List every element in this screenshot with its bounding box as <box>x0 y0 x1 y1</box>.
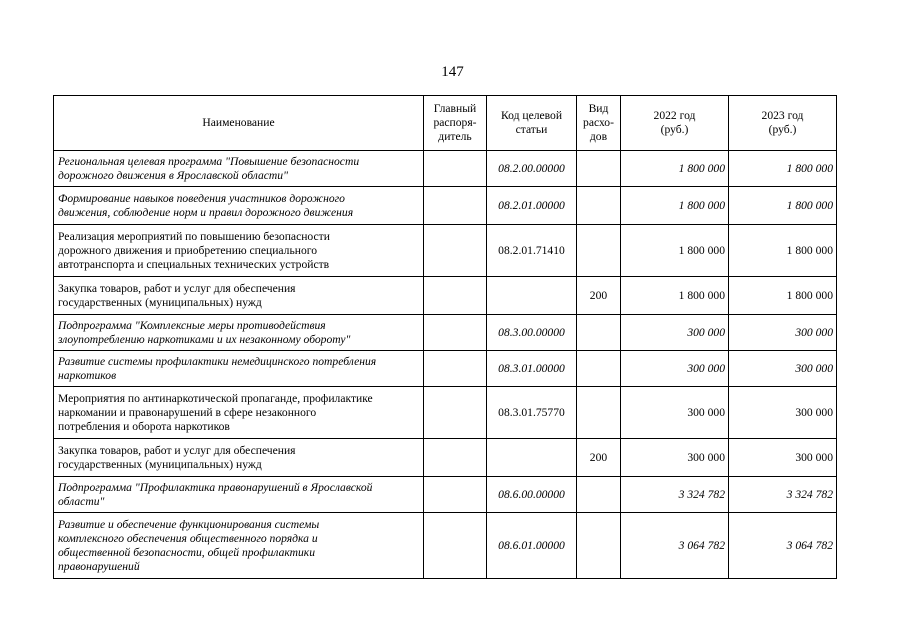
table-row <box>54 513 837 579</box>
row-amount-2023: 300 000 <box>729 387 837 439</box>
row-name-line: общественной безопасности, общей профилактики <box>58 545 316 559</box>
row-amount-2022: 300 000 <box>621 439 729 477</box>
header-target-code-line: Код целевой <box>500 109 563 122</box>
row-name-line: дорожного движения и приобретению специального <box>58 243 318 257</box>
row-amount-2023: 3 064 782 <box>729 513 837 579</box>
table-row <box>54 187 837 225</box>
page-number: 147 <box>441 64 464 80</box>
row-name-line: правонарушений <box>58 559 140 573</box>
row-name-line: Реализация мероприятий по повышению безопасности <box>58 229 330 243</box>
row-target-code: 08.2.01.00000 <box>487 187 577 225</box>
header-year-2023-line: (руб.) <box>768 123 797 136</box>
row-expense-type <box>577 315 621 351</box>
row-name-line: области" <box>58 494 105 508</box>
row-name-line: наркотиков <box>58 368 117 382</box>
row-amount-2022: 300 000 <box>621 351 729 387</box>
row-expense-type: 200 <box>577 439 621 477</box>
row-name-line: Формирование навыков поведения участников дорожного <box>58 191 345 205</box>
row-name-line: государственных (муниципальных) нужд <box>58 295 262 309</box>
row-main-manager <box>424 187 487 225</box>
header-expense-type-line: расхо- <box>583 116 614 129</box>
row-name <box>54 277 424 315</box>
header-year-2022-line: 2022 год <box>653 109 696 122</box>
row-expense-type <box>577 151 621 187</box>
row-name-line: Региональная целевая программа "Повышение безопасности <box>58 154 360 168</box>
row-name-line: наркомании и правонарушений в сфере незаконного <box>58 405 317 419</box>
row-name <box>54 151 424 187</box>
row-name-line: Закупка товаров, работ и услуг для обеспечения <box>58 281 296 295</box>
row-amount-2022: 3 324 782 <box>621 477 729 513</box>
row-target-code: 08.2.00.00000 <box>487 151 577 187</box>
row-amount-2022: 1 800 000 <box>621 225 729 277</box>
row-name-line: государственных (муниципальных) нужд <box>58 457 262 471</box>
row-target-code <box>487 439 577 477</box>
header-main-manager-line: Главный <box>433 102 477 115</box>
table-row <box>54 151 837 187</box>
header-year-2022 <box>621 96 729 151</box>
table-row <box>54 225 837 277</box>
header-year-2023 <box>729 96 837 151</box>
row-amount-2023: 3 324 782 <box>729 477 837 513</box>
row-target-code: 08.2.01.71410 <box>487 225 577 277</box>
header-year-2022-line: (руб.) <box>660 123 689 136</box>
row-amount-2022: 300 000 <box>621 315 729 351</box>
row-main-manager <box>424 477 487 513</box>
row-name-line: комплексного обеспечения общественного порядка и <box>58 531 318 545</box>
row-amount-2023: 300 000 <box>729 351 837 387</box>
row-amount-2022: 1 800 000 <box>621 151 729 187</box>
row-name-line: дорожного движения в Ярославской области" <box>58 168 288 182</box>
row-amount-2023: 1 800 000 <box>729 187 837 225</box>
row-name <box>54 225 424 277</box>
table-row <box>54 351 837 387</box>
row-target-code: 08.6.00.00000 <box>487 477 577 513</box>
row-target-code: 08.3.01.00000 <box>487 351 577 387</box>
row-expense-type <box>577 477 621 513</box>
budget-table <box>53 95 837 579</box>
row-target-code: 08.6.01.00000 <box>487 513 577 579</box>
header-expense-type-line: Вид <box>588 102 609 115</box>
header-main-manager-line: распоря- <box>433 116 477 129</box>
row-name <box>54 351 424 387</box>
row-target-code: 08.3.00.00000 <box>487 315 577 351</box>
row-name-line: автотранспорта и специальных технических устройств <box>58 257 330 271</box>
row-amount-2022: 300 000 <box>621 387 729 439</box>
header-expense-type-line: дов <box>589 130 608 143</box>
table-body <box>54 151 837 579</box>
row-name-line: Развитие системы профилактики немедицинского потребления <box>58 354 377 368</box>
row-name-line: Подпрограмма "Профилактика правонарушений в Ярославской <box>58 480 373 494</box>
row-main-manager <box>424 277 487 315</box>
row-amount-2023: 300 000 <box>729 439 837 477</box>
table-row <box>54 439 837 477</box>
header-year-2023-line: 2023 год <box>761 109 804 122</box>
row-name-line: движения, соблюдение норм и правил дорожного движения <box>58 205 354 219</box>
row-amount-2023: 1 800 000 <box>729 277 837 315</box>
header-main-manager <box>424 96 487 151</box>
header-target-code-line: статьи <box>515 123 548 136</box>
row-main-manager <box>424 151 487 187</box>
row-name-line: злоупотреблению наркотиками и их незаконному обороту" <box>58 332 351 346</box>
row-amount-2023: 1 800 000 <box>729 225 837 277</box>
row-amount-2022: 3 064 782 <box>621 513 729 579</box>
row-main-manager <box>424 351 487 387</box>
row-name <box>54 187 424 225</box>
row-name <box>54 513 424 579</box>
row-name <box>54 315 424 351</box>
row-expense-type <box>577 351 621 387</box>
row-main-manager <box>424 439 487 477</box>
row-name <box>54 477 424 513</box>
row-target-code <box>487 277 577 315</box>
row-main-manager <box>424 387 487 439</box>
header-main-manager-line: дитель <box>438 130 472 143</box>
table-row <box>54 387 837 439</box>
row-amount-2022: 1 800 000 <box>621 187 729 225</box>
row-name <box>54 387 424 439</box>
table-row <box>54 277 837 315</box>
row-name-line: потребления и оборота наркотиков <box>58 419 230 433</box>
table-row <box>54 477 837 513</box>
row-main-manager <box>424 315 487 351</box>
row-amount-2022: 1 800 000 <box>621 277 729 315</box>
row-expense-type <box>577 225 621 277</box>
row-name <box>54 439 424 477</box>
row-main-manager <box>424 513 487 579</box>
row-name-line: Подпрограмма "Комплексные меры противодействия <box>58 318 326 332</box>
row-name-line: Развитие и обеспечение функционирования системы <box>58 517 320 531</box>
row-expense-type <box>577 513 621 579</box>
row-amount-2023: 300 000 <box>729 315 837 351</box>
row-name-line: Мероприятия по антинаркотической пропаганде, профилактике <box>58 391 373 405</box>
header-name: Наименование <box>54 96 424 151</box>
row-expense-type: 200 <box>577 277 621 315</box>
row-amount-2023: 1 800 000 <box>729 151 837 187</box>
row-expense-type <box>577 387 621 439</box>
row-expense-type <box>577 187 621 225</box>
table-row <box>54 315 837 351</box>
row-name-line: Закупка товаров, работ и услуг для обеспечения <box>58 443 296 457</box>
header-expense-type <box>577 96 621 151</box>
row-target-code: 08.3.01.75770 <box>487 387 577 439</box>
table-header-row <box>54 96 837 151</box>
header-target-code <box>487 96 577 151</box>
row-main-manager <box>424 225 487 277</box>
